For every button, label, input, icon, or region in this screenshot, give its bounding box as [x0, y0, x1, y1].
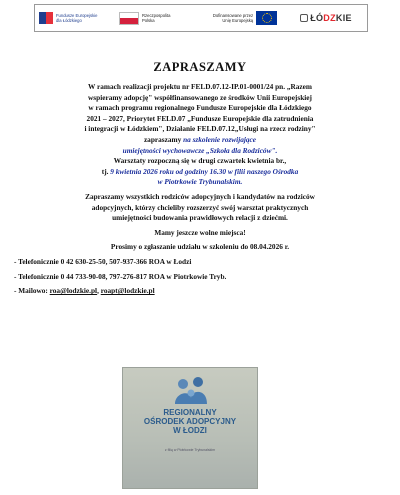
logo-bar [34, 4, 368, 32]
registration-deadline: Prosimy o zgłaszanie udziału w szkoleniu do 08.04.2026 r. [110, 242, 290, 252]
body-line: Warsztaty rozpoczną się w drugi czwartek kwietnia br., [113, 156, 287, 166]
contact-phone-piotrkow: - Telefonicznie 0 44 733-90-08, 797-276-817 ROA w Piotrkowie Tryb. [14, 271, 227, 281]
poster-subtitle: z filią w Piotrkowie Trybunalskim [164, 448, 216, 452]
eu-flag-icon [256, 11, 277, 25]
pl-logo-line: Rzeczpospolita [142, 13, 171, 18]
email-link-roapt[interactable]: roapt@lodzkie.pl [100, 286, 155, 296]
fe-logo-line: Fundusze Europejskie [56, 13, 98, 18]
fe-flag-icon [39, 12, 53, 24]
lodzkie-logo [289, 5, 363, 31]
pl-logo [119, 5, 201, 31]
page-title: ZAPRASZAMY [153, 60, 247, 74]
body-line: 2021 – 2027, Priorytet FELD.07 „Fundusze Europejskie dla zatrudnienia [86, 113, 314, 123]
center-poster [122, 367, 258, 489]
lodzkie-mark-icon [300, 14, 308, 22]
body-line: Zapraszamy wszystkich rodziców adopcyjnych i kandydatów na rodziców [85, 191, 315, 201]
poland-flag-icon [119, 12, 139, 25]
body-line: tj. 9 kwietnia 2026 roku od godziny 16.30 w filii naszego Ośrodka [101, 166, 299, 176]
family-emblem-icon [171, 376, 211, 406]
body-line: w ramach programu regionalnego Fundusze Europejskie dla Łódzkiego [88, 103, 312, 113]
fe-logo-line: dla Łódzkiego [56, 18, 82, 23]
body-line: umiejętności wychowawcze „Szkoła dla Rodziców". [122, 145, 278, 155]
body-line: W ramach realizacji projektu nr FELD.07.12-IP.01-0001/24 pn. „Razem [88, 82, 312, 91]
body-line: adopcyjnych, którzy chcieliby rozszerzyć swój warsztat praktycznych [91, 202, 309, 212]
body-line: umiejętności budowania prawidłowych relacji z dziećmi. [112, 213, 288, 223]
free-places-note: Mamy jeszcze wolne miejsca! [154, 227, 246, 237]
contact-mail: - Mailowo: roa@lodzkie.pl, roapt@lodzkie.pl [14, 286, 155, 296]
eu-logo [201, 5, 289, 31]
eu-logo-line: Dofinansowane przez [212, 13, 254, 18]
body-line: zapraszamy na szkolenie rozwijające [143, 134, 257, 144]
lodzkie-wordmark: ŁÓDZKIE [310, 13, 352, 23]
announcement-body [10, 82, 390, 297]
poster-title: REGIONALNY OŚRODEK ADOPCYJNY W ŁODZI [143, 408, 237, 435]
body-line: w Piotrkowie Trybunalskim. [157, 177, 243, 187]
pl-logo-line: Polska [142, 18, 155, 23]
body-line: i integracji w Łódzkiem", Działanie FELD.07.12„Usługi na rzecz rodziny" [84, 124, 316, 134]
body-line: wspieramy adopcję" współfinansowanego ze środków Unii Europejskiej [88, 92, 312, 102]
contact-phone-lodz: - Telefonicznie 0 42 630-25-50, 507-937-366 ROA w Łodzi [14, 256, 192, 266]
eu-logo-line: Unię Europejską [222, 18, 254, 23]
email-link-roa[interactable]: roa@lodzkie.pl [49, 286, 98, 296]
fe-logo [39, 5, 119, 31]
